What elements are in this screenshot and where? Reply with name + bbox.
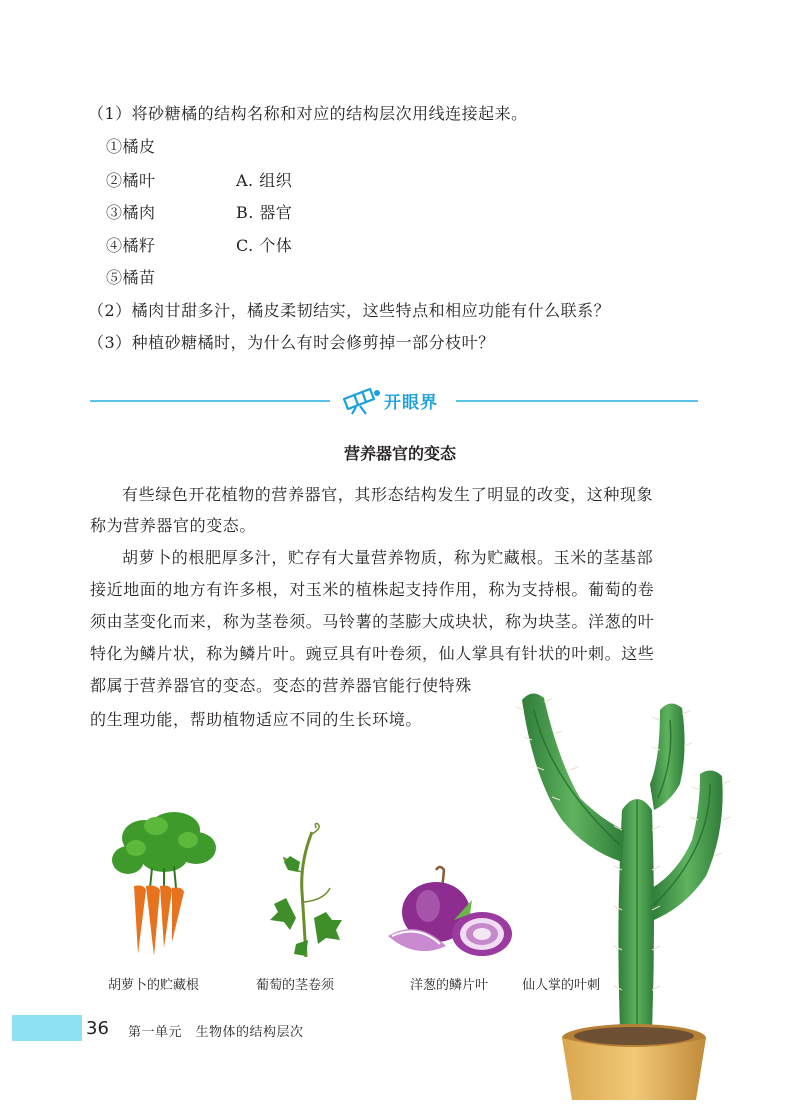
- article-line: 称为营养器官的变态。: [90, 516, 257, 535]
- option-item: ③橘肉: [106, 203, 156, 222]
- answer-item: A. 组织: [236, 171, 293, 190]
- article-line: 的生理功能，帮助植物适应不同的生长环境。: [90, 710, 423, 729]
- telescope-icon: [340, 385, 382, 415]
- figure-caption: 葡萄的茎卷须: [256, 978, 335, 993]
- option-item: ⑤橘苗: [106, 268, 156, 287]
- cactus-illustration: [510, 680, 750, 1100]
- carrot-illustration: [104, 808, 224, 958]
- question-1: （1）将砂糖橘的结构名称和对应的结构层次用线连接起来。: [88, 104, 528, 123]
- article-title: 营养器官的变态: [343, 444, 456, 463]
- article-line: 胡萝卜的根肥厚多汁，贮存有大量营养物质，称为贮藏根。玉米的茎基部: [122, 548, 654, 567]
- article-line: 须由茎变化而来，称为茎卷须。马铃薯的茎膨大成块状，称为块茎。洋葱的叶: [90, 612, 655, 631]
- option-item: ②橘叶: [106, 171, 156, 190]
- question-2: （2）橘肉甘甜多汁，橘皮柔韧结实，这些特点和相应功能有什么联系？: [88, 301, 611, 320]
- grape-vine-illustration: [256, 822, 346, 962]
- option-item: ④橘籽: [106, 236, 156, 255]
- question-3: （3）种植砂糖橘时，为什么有时会修剪掉一部分枝叶？: [88, 333, 495, 352]
- figure-caption: 仙人掌的叶刺: [522, 978, 601, 993]
- article-line: 有些绿色开花植物的营养器官，其形态结构发生了明显的改变，这种现象: [122, 485, 654, 504]
- section-rule-left: [90, 400, 330, 402]
- answer-item: C. 个体: [236, 236, 293, 255]
- option-item: ①橘皮: [106, 137, 156, 156]
- onion-illustration: [384, 864, 514, 964]
- answer-item: B. 器官: [236, 203, 293, 222]
- figure-caption: 胡萝卜的贮藏根: [108, 978, 200, 993]
- article-line: 都属于营养器官的变态。变态的营养器官能行使特殊: [90, 676, 472, 695]
- section-banner-title: 开眼界: [384, 393, 438, 413]
- article-line: 特化为鳞片状，称为鳞片叶。豌豆具有叶卷须，仙人掌具有针状的叶刺。这些: [90, 644, 655, 663]
- page-number: 36: [86, 1018, 109, 1039]
- footer-chapter-title: 第一单元 生物体的结构层次: [128, 1025, 304, 1040]
- section-rule-right: [456, 400, 698, 402]
- article-line: 接近地面的地方有许多根，对玉米的植株起支持作用，称为支持根。葡萄的卷: [90, 580, 655, 599]
- footer-color-bar: [12, 1015, 82, 1041]
- figure-caption: 洋葱的鳞片叶: [410, 978, 489, 993]
